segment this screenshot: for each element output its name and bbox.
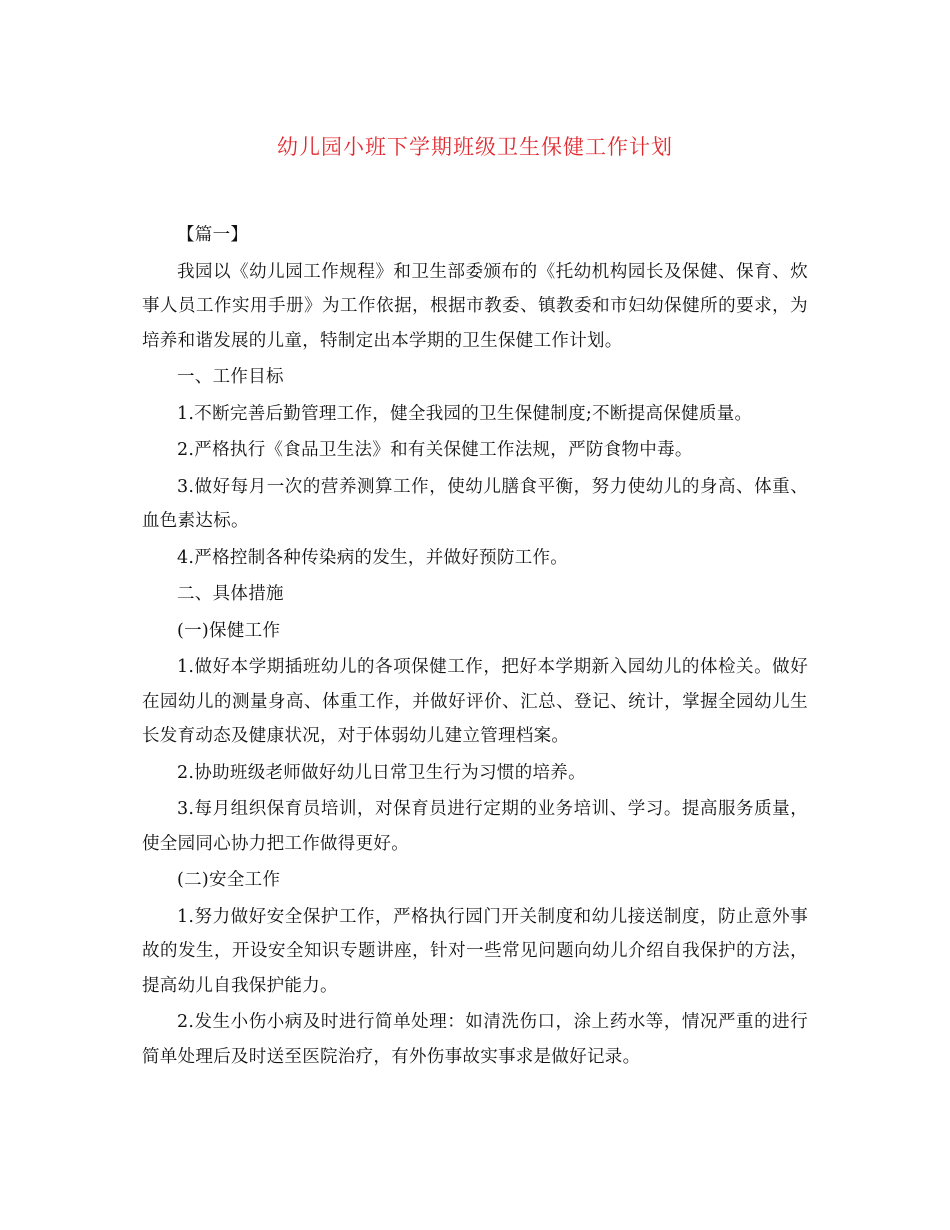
health-item-2: 2.协助班级老师做好幼儿日常卫生行为习惯的培养。 (177, 762, 586, 783)
intro-paragraph: 我园以《幼儿园工作规程》和卫生部委颁布的《托幼机构园长及保健、保育、炊事人员工作实用手册》为工作依据，根据市教委、镇教委和市妇幼保健所的要求，为培养和谐发展的儿童，特制定出本学期的卫生保健工作计划。 (142, 261, 808, 351)
goal-item-4: 4.严格控制各种传染病的发生，并做好预防工作。 (177, 547, 569, 568)
section-heading-measures: 二、具体措施 (177, 584, 284, 604)
document-body (142, 218, 808, 1076)
safety-item-1: 1.努力做好安全保护工作，严格执行园门开关制度和幼儿接送制度，防止意外事故的发生，开设安全知识专题讲座，针对一些常见问题向幼儿介绍自我保护的方法，提高幼儿自我保护能力。 (142, 906, 808, 996)
document-title: 幼儿园小班下学期班级卫生保健工作计划 (277, 135, 673, 159)
goal-item-3: 3.做好每月一次的营养测算工作，使幼儿膳食平衡，努力使幼儿的身高、体重、血色素达标。 (142, 476, 808, 531)
subsection-heading-safety: (二)安全工作 (177, 870, 281, 890)
section-heading-goals: 一、工作目标 (177, 367, 284, 387)
health-item-1: 1.做好本学期插班幼儿的各项保健工作，把好本学期新入园幼儿的体检关。做好在园幼儿的测量身高、体重工作，并做好评价、汇总、登记、统计，掌握全园幼儿生长发育动态及健康状况，对于体弱幼儿建立管理档案。 (142, 657, 808, 746)
section-label: 【篇一】 (177, 225, 249, 245)
health-item-3: 3.每月组织保育员培训，对保育员进行定期的业务培训、学习。提高服务质量，使全园同心协力把工作做得更好。 (142, 799, 808, 854)
goal-item-1: 1.不断完善后勤管理工作，健全我园的卫生保健制度;不断提高保健质量。 (177, 403, 753, 424)
subsection-heading-health: (一)保健工作 (177, 620, 281, 641)
safety-item-2: 2.发生小伤小病及时进行简单处理：如清洗伤口，涂上药水等，情况严重的进行简单处理后及时送至医院治疗，有外伤事故实事求是做好记录。 (142, 1012, 808, 1067)
goal-item-2: 2.严格执行《食品卫生法》和有关保健工作法规，严防食物中毒。 (177, 440, 693, 460)
